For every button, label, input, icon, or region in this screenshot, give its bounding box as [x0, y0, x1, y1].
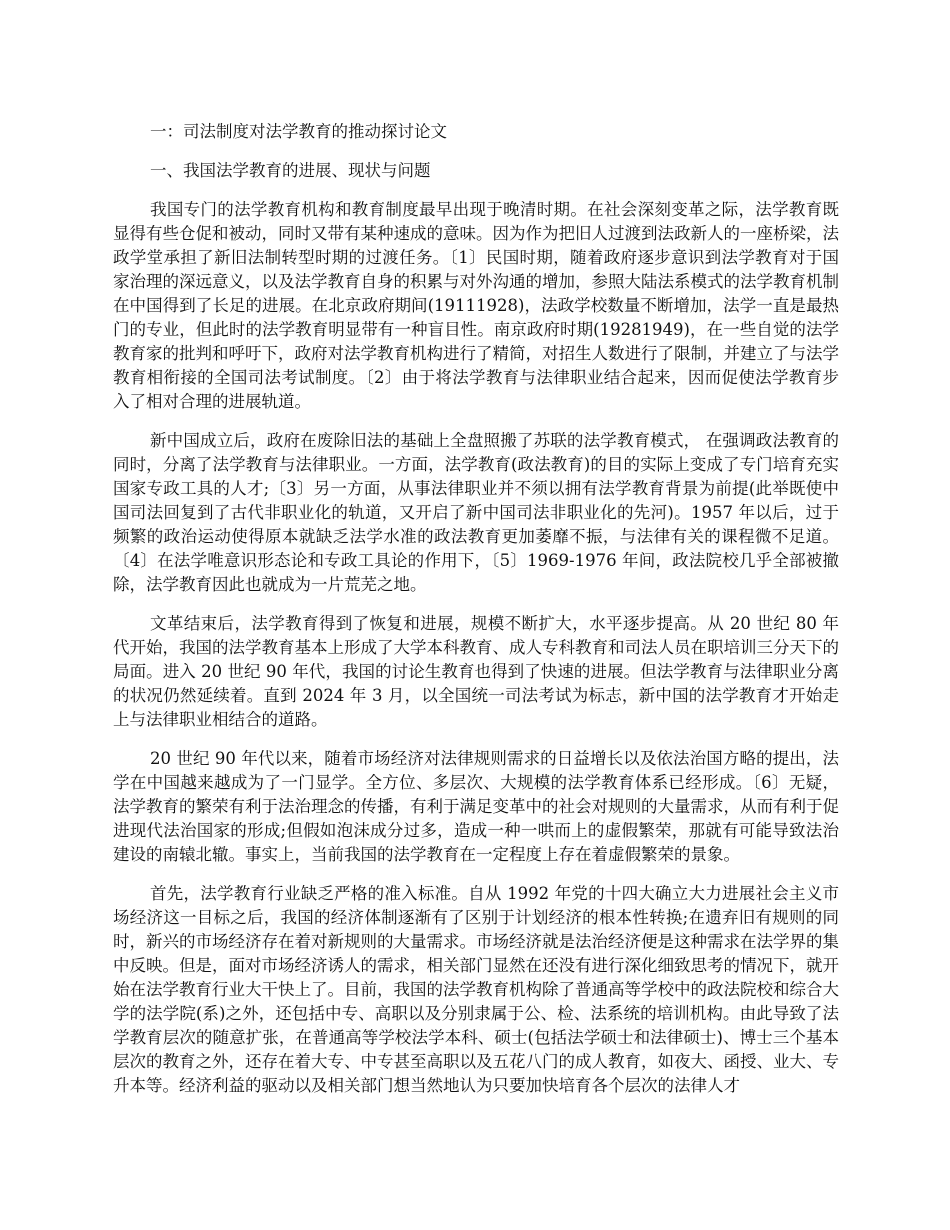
- section-heading: 一、我国法学教育的进展、现状与问题: [150, 161, 431, 180]
- paragraph-1: 我国专门的法学教育机构和教育制度最早出现于晚清时期。在社会深刻变革之际，法学教育既显得有些仓促和被动，同时又带有某种速成的意味。因为作为把旧人过渡到法政新人的一座桥梁，法政学堂承担了新旧法制转型时期的过渡任务。〔1〕民国时期，随着政府逐步意识到法学教育对于国家治理的深远意义，以及法学教育自身的积累与对外沟通的增加，参照大陆法系模式的法学教育机制在中国得到了长足的进展。在北京政府期间(19111928)，法政学校数量不断增加，法学一直是最热门的专业，但此时的法学教育明显带有一种盲目性。南京政府时期(19281949)，在一些自觉的法学教育家的批判和呼吁下，政府对法学教育机构进行了精简，对招生人数进行了限制，并建立了与法学教育相衔接的全国司法考试制度。〔2〕由于将法学教育与法律职业结合起来，因而促使法学教育步入了相对合理的进展轨道。: [113, 200, 839, 411]
- paragraph-2: 新中国成立后，政府在废除旧法的基础上全盘照搬了苏联的法学教育模式， 在强调政法教育的同时，分离了法学教育与法律职业。一方面，法学教育(政法教育)的目的实际上变成了专门培育充实国家专政工具的人才;〔3〕另一方面，从事法律职业并不须以拥有法学教育背景为前提(此举既使中国司法回复到了古代非职业化的轨道，又开启了新中国司法非职业化的先河)。1957 年以后，过于频繁的政治运动使得原本就缺乏法学水准的政法教育更加萎靡不振，与法律有关的课程微不足道。〔4〕在法学唯意识形态论和专政工具论的作用下，〔5〕1969-1976 年间，政法院校几乎全部被撤除，法学教育因此也就成为一片荒芜之地。: [113, 431, 839, 594]
- paragraph-5: 首先，法学教育行业缺乏严格的准入标准。自从 1992 年党的十四大确立大力进展社会主义市场经济这一目标之后，我国的经济体制逐渐有了区别于计划经济的根本性转换;在遗弃旧有规则的同时，新兴的市场经济存在着对新规则的大量需求。市场经济就是法治经济便是这种需求在法学界的集中反映。但是，面对市场经济诱人的需求，相关部门显然在还没有进行深化细致思考的情况下，就开始在法学教育行业大干快上了。目前，我国的法学教育机构除了普通高等学校中的政法院校和综合大学的法学院(系)之外，还包括中专、高职以及分别隶属于公、检、法系统的培训机构。由此导致了法学教育层次的随意扩张，在普通高等学校法学本科、硕士(包括法学硕士和法律硕士)、博士三个基本层次的教育之外，还存在着大专、中专甚至高职以及五花八门的成人教育，如夜大、函授、业大、专升本等。经济利益的驱动以及相关部门想当然地认为只要加快培育各个层次的法律人才: [113, 884, 839, 1095]
- document-title: 一：司法制度对法学教育的推动探讨论文: [150, 122, 447, 141]
- paragraph-3: 文革结束后，法学教育得到了恢复和进展，规模不断扩大，水平逐步提高。从 20 世纪 80 年代开始，我国的法学教育基本上形成了大学本科教育、成人专科教育和司法人员在职培训三分天下的局面。进入 20 世纪 90 年代，我国的讨论生教育也得到了快速的进展。但法学教育与法律职业分离的状况仍然延续着。直到 2024 年 3 月，以全国统一司法考试为标志，新中国的法学教育才开始走上与法律职业相结合的道路。: [113, 614, 839, 729]
- paragraph-4: 20 世纪 90 年代以来，随着市场经济对法律规则需求的日益增长以及依法治国方略的提出，法学在中国越来越成为了一门显学。全方位、多层次、大规模的法学教育体系已经形成。〔6〕无疑，法学教育的繁荣有利于法治理念的传播，有利于满足变革中的社会对规则的大量需求，从而有利于促进现代法治国家的形成;但假如泡沫成分过多，造成一种一哄而上的虚假繁荣，那就有可能导致法治建设的南辕北辙。事实上，当前我国的法学教育在一定程度上存在着虚假繁荣的景象。: [113, 749, 839, 864]
- document-body: [113, 120, 839, 1113]
